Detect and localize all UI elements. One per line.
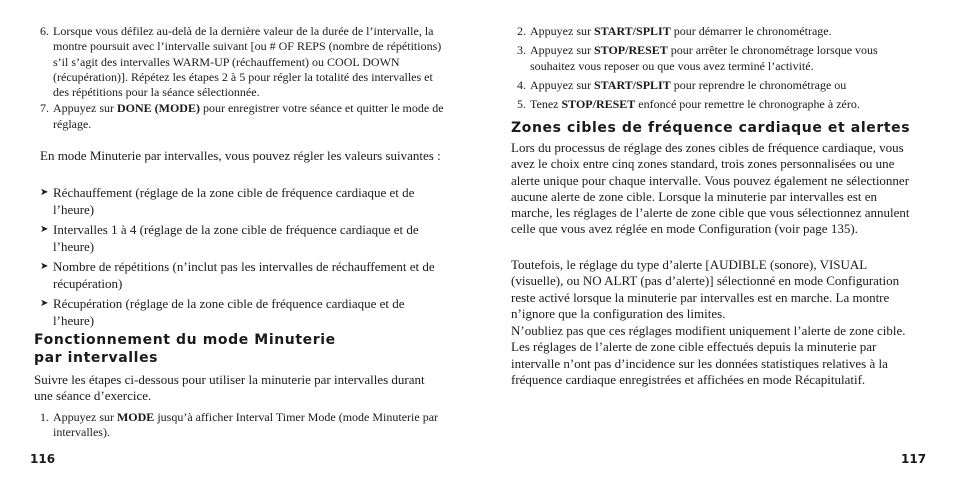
arrow-right-icon: ➤: [40, 298, 49, 309]
paragraph-2: Toutefois, le réglage du type d’alerte [AUDIBLE (sonore), VISUAL (visuelle), ou NO ALRT (pas d’alerte)] sélectionné en mode Configuration reste activé lorsque la minuterie par intervalles est en marche. La montre n’ignore que la configuration des limites.: [511, 257, 900, 321]
paragraph-3: N’oubliez pas que ces réglages modifient uniquement l’alerte de zone cible. Les réglages de l’alerte de zone cible effectués depuis la minuterie par intervalle n’ont pas d’incidence sur les données statistiques relatives à la fréquence cardiaque enregistrées et affichées en mode Récapitulatif.: [511, 323, 906, 387]
step-3: 3. Appuyez sur STOP/RESET pour arrêter le chronométrage lorsque vous souhaitez vous reposer ou que vous avez terminé l’activité.: [517, 43, 878, 73]
page-number-left: 116: [30, 452, 56, 466]
right-page: [511, 0, 927, 477]
step-7: 7. Appuyez sur DONE (MODE) pour enregistrer votre séance et quitter le mode de réglage.: [40, 101, 444, 131]
arrow-right-icon: ➤: [40, 224, 49, 235]
step-list-top: [34, 24, 444, 132]
bullet-cooldown: ➤ Récupération (réglage de la zone cible de fréquence cardiaque et de l’heure): [40, 296, 405, 328]
section-heading: Fonctionnement du mode Minuterie par intervalles: [34, 332, 336, 366]
bullet-reps: ➤ Nombre de répétitions (n’inclut pas les intervalles de réchauffement et de récupération): [40, 259, 435, 291]
paragraph-1: Lors du processus de réglage des zones cibles de fréquence cardiaque, vous avez le choix entre cinq zones standard, trois zones personnalisées ou une alerte unique pour chaque intervalle. Vous pouvez également ne sélectionner aucune alerte de zone cible. Lorsque la minuterie par intervalles est en marche, les réglages de l’alerte de zone cible que vous sélectionnez annulent celle que vous avez réglée en mode Configuration (voir page 135).: [511, 140, 910, 237]
bullet-warmup: ➤ Réchauffement (réglage de la zone cible de fréquence cardiaque et de l’heure): [40, 185, 415, 217]
arrow-right-icon: ➤: [40, 261, 49, 272]
step-list-right: [511, 24, 921, 112]
intro-text: En mode Minuterie par intervalles, vous pouvez régler les valeurs suivantes :: [40, 148, 441, 163]
page-number-right: 117: [901, 452, 927, 466]
left-page: [30, 0, 444, 477]
settings-list: [34, 184, 444, 329]
step-6: 6. Lorsque vous défilez au-delà de la dernière valeur de la durée de l’intervalle, la montre poursuit avec l’intervalle suivant [ou # OF REPS (nombre de répétitions) s’il s’agit des intervalles WARM-UP (réchauffement) ou COOL DOWN (récupération)]. Répétez les étapes 2 à 5 pour régler la totalité des intervalles et des répétitions pour la séance sélectionnée.: [40, 24, 442, 100]
step-5: 5. Tenez STOP/RESET enfoncé pour remettre le chronographe à zéro.: [517, 97, 860, 112]
step-4: 4. Appuyez sur START/SPLIT pour reprendre le chronométrage ou: [517, 77, 847, 92]
section-heading-right: Zones cibles de fréquence cardiaque et alertes: [511, 120, 911, 136]
step-2: 2. Appuyez sur START/SPLIT pour démarrer le chronométrage.: [517, 24, 832, 38]
arrow-right-icon: ➤: [40, 187, 49, 198]
step-1: 1. Appuyez sur MODE jusqu’à afficher Interval Timer Mode (mode Minuterie par intervalles).: [40, 410, 439, 440]
section-paragraph: Suivre les étapes ci-dessous pour utiliser la minuterie par intervalles durant une séance d’exercice.: [34, 372, 425, 404]
step-list-bottom: [34, 410, 444, 441]
bullet-intervals: ➤ Intervalles 1 à 4 (réglage de la zone cible de fréquence cardiaque et de l’heure): [40, 222, 419, 254]
